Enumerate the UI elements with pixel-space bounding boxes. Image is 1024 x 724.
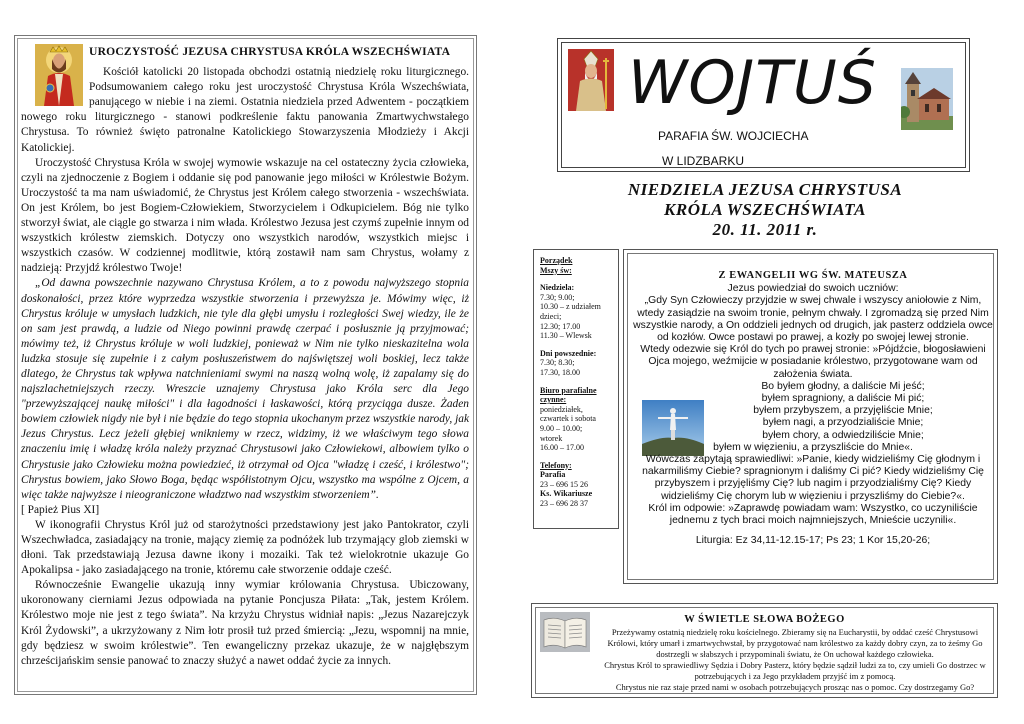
article-title: UROCZYSTOŚĆ JEZUSA CHRYSTUSA KRÓLA WSZECHŚWIATA [89, 45, 451, 58]
headline-line: KRÓLA WSZECHŚWIATA [664, 200, 866, 219]
gospel-line: „Gdy Syn Człowieczy przyjdzie w swej chwale i wszyscy aniołowie z Nim, wtedy zasiądzie na swoim tronie, pełnym chwały. I zgromadzą się przed Nim wszystkie narody, a On oddzieli jednych od drugich, jak pasterz oddziela owce od kozłów. Owce postawi po prawej, a kozły po swojej lewej stronie. [633, 295, 993, 344]
sunday-times: 10.30 – z udziałem dzieci; [540, 302, 601, 321]
vicar-phone: 23 – 696 28 37 [540, 499, 588, 509]
newsletter-title: WOJTUŚ [628, 48, 877, 118]
quote-citation: [ Papież Pius XI] [21, 503, 100, 516]
sunday-label: Niedziela: [540, 283, 575, 293]
masthead-inner-frame [561, 42, 966, 168]
gospel-inner-frame [627, 253, 994, 580]
office-hours: wtorek [540, 433, 563, 443]
office-label: czynne: [540, 395, 567, 405]
masthead [557, 38, 970, 172]
gospel-text [632, 270, 994, 547]
parish-town: W LIDZBARKU [662, 154, 745, 168]
gospel-line: Wówczas zapytają sprawiedliwi: »Panie, kiedy widzieliśmy Cię głodnym i nakarmiliśmy Ciebie? spragnionym i daliśmy Ci pić? Kiedy widzieliśmy Cię przybyszem i przyjęliśmy Cię? lub nagim i przyodzialiśmy Cię? Kiedy widzieliśmy Cię chorym lub w więzieniu i przyszliśmy do Ciebie?«. [642, 454, 984, 502]
gospel-verse: byłem nagi, a przyodzialiście Mnie; [762, 417, 924, 429]
word-paragraph: Chrystus nie raz staje przed nami w osobach potrzebujących prosząc nas o pomoc. Czy dostrzegamy Go? [615, 682, 975, 693]
gospel-verse: byłem spragniony, a daliście Mi pić; [761, 393, 925, 405]
weekday-times: 7.30; 8.30; [540, 358, 575, 368]
gospel-line: Wtedy odezwie się Król do tych po prawej stronie: »Pójdźcie, błogosławieni Ojca mojego, weźmijcie w posiadanie królestwo, przygotowane wam od założenia świata. [640, 344, 986, 380]
parish-phone-label: Parafia [540, 470, 566, 480]
left-article-frame [14, 35, 477, 695]
issue-headline [560, 180, 970, 240]
article-paragraph: Uroczystość Chrystusa Króla w swojej wymowie wskazuje na cel ostateczny życia człowieka, czyli na zjednoczenie z Bogiem i oddanie się pod panowanie jego miłości w Królestwie Bożym. Uroczystość ta ma nam uświadomić, że Chrystus jest Królem całego stworzenia - wszechświata. On jest Królem, bo jest Bogiem-Człowiekiem, Stworzycielem i Odkupicielem. Bóg nie tylko stworzył świat, ale ciągle go stwarza i nim włada. Królestwo Jezusa jest czymś zupełnie innym od wszystkich królestw ziemskich. Dotyczy ono wszystkich narodów, wszystkich miejsc i wszystkich czasów. W codziennej modlitwie, którą zostawił nam sam Chrystus, wołamy z nadzieją: Przyjdź królestwo Twoje! [21, 156, 469, 275]
weekday-times: 17.30, 18.00 [540, 367, 580, 377]
left-article [21, 44, 469, 669]
headline-line: NIEDZIELA JEZUSA CHRYSTUSA [627, 180, 903, 199]
office-hours: czwartek i sobota [540, 414, 596, 424]
sunday-times: 11.30 – Wlewsk [540, 331, 592, 341]
gospel-title: Z EWANGELII WG ŚW. MATEUSZA [718, 270, 908, 281]
gospel-verse: Bo byłem głodny, a daliście Mi jeść; [761, 380, 925, 392]
word-of-god-box [531, 603, 998, 698]
article-paragraph: W ikonografii Chrystus Król już od starożytności przedstawiony jest jako Pantokrator, czyli Wszechwładca, zasiadający na tronie, mający ziemię za podnóżek lub trzymający glob ziemski w dłoni. Tak przedstawiają Jezusa dawne ikony i mozaiki. Tak też wielokrotnie ukazuje Go Apokalipsa - jako zasiadającego na tronie, któremu całe stworzenie oddaje cześć. [21, 518, 469, 577]
article-paragraph: Równocześnie Ewangelie ukazują inny wymiar królowania Chrystusa. Ubiczowany, ukoronowany cierniami Jezus odpowiada na pytanie Poncjusza Piłata: „Tak, jestem Królem. Królestwo moje nie jest z tego świata”. Na krzyżu Chrystus widniał napis: „Jezus Nazarejczyk Król Żydowski”, a ukrzyżowany z Nim łotr prosił tuż przed śmiercią: „Jezu, wspomnij na mnie, gdy będziesz w swoim królestwie”. Ten ewangeliczny przekaz ukazuje, że w najgłębszym chrześcijańskim sensie panować to znaczy służyć a nawet oddać życie za innych. [21, 579, 469, 667]
word-text [596, 627, 994, 694]
word-paragraph: Chrystus Król to sprawiedliwy Sędzia i Dobry Pasterz, który będzie sądził ludzi za to, czy umieli Go dostrzec w potrzebujących i za Jego przykładem przyjść im z pomocą. [604, 660, 986, 682]
office-hours: 16.00 – 17.00 [540, 443, 584, 453]
gospel-verse: byłem przybyszem, a przyjęliście Mnie; [753, 405, 933, 417]
saint-adalbert-icon [568, 49, 614, 111]
office-hours: 9.00 – 10.00; [540, 423, 583, 433]
gospel-verse: byłem w więzieniu, a przyszliście do Mnie«. [713, 441, 913, 453]
vicar-phone-label: Ks. Wikariusze [540, 489, 593, 499]
sunday-times: 7.30; 9.00; [540, 292, 575, 302]
schedule-title: Porządek [540, 256, 573, 265]
gospel-line: Król im odpowie: »Zaprawdę powiadam wam: Wszystko, co uczyniliście jednemu z tych braci moich najmniejszych, Mnieście uczynili«. [648, 502, 978, 527]
word-inner-frame [535, 607, 994, 694]
weekday-label: Dni powszednie: [540, 348, 597, 358]
parish-name: PARAFIA ŚW. WOJCIECHA [658, 129, 809, 143]
christ-king-icon [35, 44, 83, 106]
gospel-box [623, 249, 998, 584]
liturgy-reference: Liturgia: Ez 34,11-12.15-17; Ps 23; 1 Kor 15,20-26; [695, 535, 931, 547]
word-paragraph: Przeżywamy ostatnią niedzielę roku kościelnego. Zbieramy się na Eucharystii, by oddać cześć Chrystusowi Królowi, który umarł i zmartwychwstał, by przygotować nam królestwo za każdy dobry czyn, za to żeśmy Go dostrzegli w słabszych i przypominali światu, że On uchował każdego człowieka. [607, 627, 983, 660]
issue-date: 20. 11. 2011 r. [712, 220, 818, 239]
gospel-line: Jezus powiedział do swoich uczniów: [727, 283, 899, 295]
word-title: W ŚWIETLE SŁOWA BOŻEGO [684, 614, 845, 625]
office-hours: poniedziałek, [540, 404, 583, 414]
parish-phone: 23 – 696 15 26 [540, 479, 588, 489]
gospel-verse: byłem chory, a odwiedziliście Mnie; [762, 429, 924, 441]
mass-schedule-box [533, 249, 619, 529]
article-quote: „Od dawna powszechnie nazywano Chrystusa Królem, a to z powodu najwyższego stopnia doskonałości, przez które wyprzedza wszystkie stworzenia i przewyższa je. Mówimy więc, iż Chrystus króluje w umysłach ludzkich, nie tyle dla głębi umysłu i rozległości Swej wiedzy, ile że on sam jest prawdą, a ludzie od Niego powinni prawdę czerpać i posłusznie ją przyjmować; mówimy też, iż Chrystus króluje w woli ludzkiej, ponieważ w Nim nie tylko nieskazitelna wola ludzka stosuje się zupełnie i z całym posłuszeństwem do najświętszej woli boskiej, lecz także dlatego, że Chrystus tak wpływa natchnieniami swymi na naszą wolną wolę, iż zapalamy się do najszlachetniejszych rzeczy. Wreszcie uznajemy Chrystusa jako Króla serc dla Jego "przewyższającej naukę miłości" i dla łagodności i łaskawości, którą przyciąga dusze. Żaden bowiem człowiek nigdy nie był i nie będzie do tego stopnia ukochanym przez wszystkie narody, jak Jezus Chrystus. Lecz jeżeli głębiej wnikniemy w rzecz, widzimy, iż we właściwym tego słowa znaczeniu imię i władzę króla należy przyznać Chrystusowi jako Człowiekowi, albowiem tylko o Chrystusie jako Człowieku można powiedzieć, iż otrzymał od Ojca "władzę i cześć, i królestwo"; Chrystus bowiem, jako Słowo Boga, będąc współistotnym Ojcu, wszystko ma wspólne z Ojcem, a więc także najwyższe i nieograniczone władztwo nad wszystkim stworzeniem”. [21, 277, 469, 501]
church-icon [901, 68, 953, 130]
phones-label: Telefony: [540, 460, 572, 470]
article-paragraph: Kościół katolicki 20 listopada obchodzi ostatnią niedzielę roku liturgicznego. Podsumowaniem całego roku jest uroczystość Chrystusa Króla Wszechświata, panującego w niebie i na ziemi. Ostatnia niedziela przed Adwentem - początkiem nowego roku liturgicznego - stanowi podkreślenie faktu panowania Zmartwychwstałego Chrystusa. To również święto patronalne Katolickiego Stowarzyszenia Młodzieży i Akcji Katolickiej. [21, 66, 469, 154]
schedule-title: Mszy św: [540, 265, 572, 275]
sunday-times: 12.30; 17.00 [540, 321, 581, 331]
office-label: Biuro parafialne [540, 385, 597, 395]
